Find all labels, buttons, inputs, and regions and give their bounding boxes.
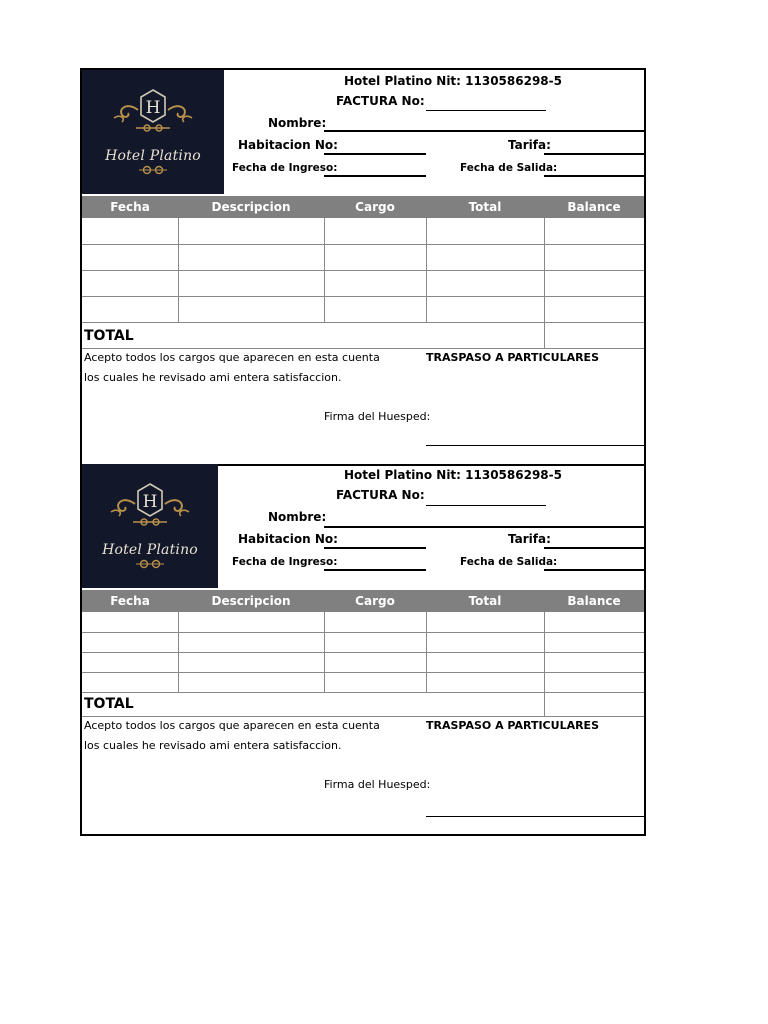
table-row [82, 652, 644, 653]
table-row [82, 322, 644, 323]
col-total: Total [468, 200, 502, 214]
habitacion-field-line[interactable] [324, 153, 426, 155]
table-row [82, 672, 644, 673]
fecha-salida-field-line[interactable] [544, 175, 646, 177]
habitacion-field-line[interactable] [324, 547, 426, 549]
nombre-label: Nombre: [268, 510, 327, 524]
ornament-icon [133, 164, 173, 176]
factura-field-line[interactable] [426, 110, 546, 111]
table-row [82, 244, 644, 245]
col-fecha: Fecha [110, 200, 150, 214]
col-descripcion: Descripcion [211, 594, 291, 608]
grid-line [544, 612, 545, 716]
nombre-label: Nombre: [268, 116, 327, 130]
hotel-logo [82, 70, 224, 194]
logo-text: Hotel Platino [102, 542, 198, 558]
svg-text:H: H [142, 492, 158, 512]
total-label: TOTAL [84, 696, 134, 712]
acepto-line-1: Acepto todos los cargos que aparecen en esta cuenta [84, 719, 380, 732]
tarifa-field-line[interactable] [544, 547, 646, 549]
ornament-icon [130, 558, 170, 570]
invoice-copy-2 [82, 464, 644, 836]
col-total: Total [468, 594, 502, 608]
nombre-field-line[interactable] [324, 526, 646, 528]
col-cargo: Cargo [355, 594, 395, 608]
table-row [82, 348, 644, 349]
hotel-title: Hotel Platino Nit: 1130586298-5 [344, 468, 562, 482]
grid-line [544, 218, 545, 348]
fecha-salida-label: Fecha de Salida: [460, 162, 558, 174]
fecha-ingreso-label: Fecha de Ingreso: [232, 556, 338, 568]
col-balance: Balance [567, 200, 621, 214]
traspaso-label: TRASPASO A PARTICULARES [426, 719, 599, 732]
table-row [82, 632, 644, 633]
crown-emblem-icon [108, 88, 198, 146]
fecha-ingreso-field-line[interactable] [324, 569, 426, 571]
hotel-logo [82, 464, 218, 588]
nombre-field-line[interactable] [324, 130, 646, 132]
hotel-title: Hotel Platino Nit: 1130586298-5 [344, 74, 562, 88]
acepto-line-2: los cuales he revisado ami entera satisfaccion. [84, 371, 342, 384]
tarifa-label: Tarifa: [508, 532, 551, 546]
habitacion-label: Habitacion No: [238, 138, 338, 152]
firma-label: Firma del Huesped: [324, 778, 431, 791]
acepto-line-1: Acepto todos los cargos que aparecen en esta cuenta [84, 351, 380, 364]
invoice-sheet [80, 68, 646, 836]
col-balance: Balance [567, 594, 621, 608]
col-fecha: Fecha [110, 594, 150, 608]
table-header [82, 196, 644, 218]
table-row [82, 716, 644, 717]
firma-label: Firma del Huesped: [324, 410, 431, 423]
habitacion-label: Habitacion No: [238, 532, 338, 546]
factura-label: FACTURA No: [336, 94, 425, 108]
fecha-ingreso-label: Fecha de Ingreso: [232, 162, 338, 174]
svg-text:H: H [145, 98, 161, 118]
col-descripcion: Descripcion [211, 200, 291, 214]
crown-emblem-icon [105, 482, 195, 540]
table-row [82, 692, 644, 693]
table-header [82, 590, 644, 612]
fecha-salida-field-line[interactable] [544, 569, 646, 571]
firma-signature-line[interactable] [426, 445, 644, 446]
tarifa-field-line[interactable] [544, 153, 646, 155]
fecha-salida-label: Fecha de Salida: [460, 556, 558, 568]
fecha-ingreso-field-line[interactable] [324, 175, 426, 177]
traspaso-label: TRASPASO A PARTICULARES [426, 351, 599, 364]
table-row [82, 270, 644, 271]
logo-text: Hotel Platino [105, 148, 201, 164]
factura-label: FACTURA No: [336, 488, 425, 502]
invoice-copy-1 [82, 70, 644, 464]
table-row [82, 296, 644, 297]
factura-field-line[interactable] [426, 505, 546, 506]
firma-signature-line[interactable] [426, 816, 644, 817]
acepto-line-2: los cuales he revisado ami entera satisfaccion. [84, 739, 342, 752]
col-cargo: Cargo [355, 200, 395, 214]
tarifa-label: Tarifa: [508, 138, 551, 152]
total-label: TOTAL [84, 328, 134, 344]
